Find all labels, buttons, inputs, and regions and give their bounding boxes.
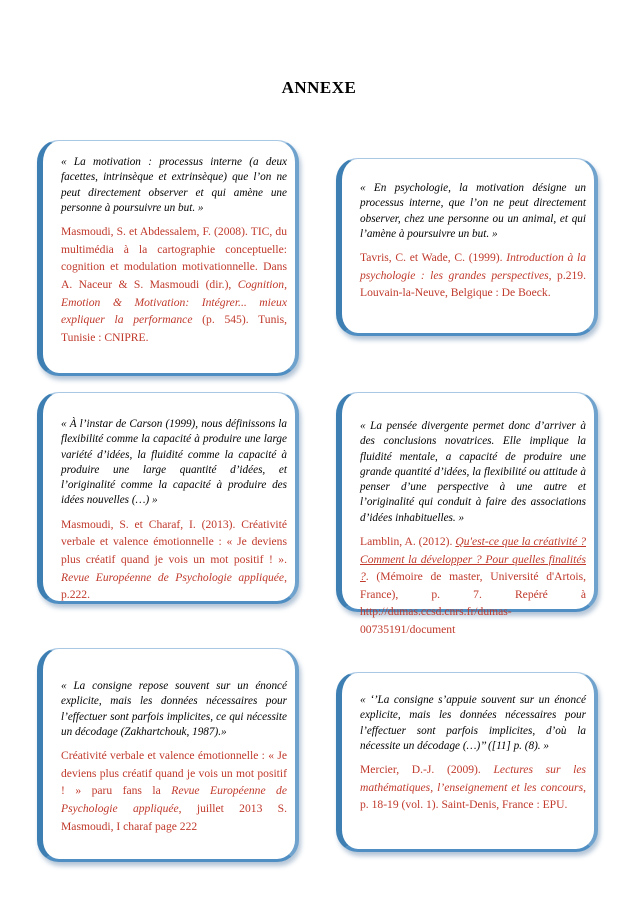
quote-text: « La consigne repose souvent sur un énoncé explicite, mais les données nécessaires pour l’effectuer sont parfois implicites, ce qui nécessite un décodage (Zakhartchouk, 1987).» [61, 680, 287, 738]
quote-card-divergent-thinking [336, 392, 598, 637]
quote-card-motivation-tavris [336, 158, 598, 336]
quote-card-flexibility [37, 392, 299, 604]
reference-text: Masmoudi, S. et Abdessalem, F. (2008). TIC, du multimédia à la cartographie conceptuelle: cognition et modulation motivationnelle. Dans A. Naceur & S. Masmoudi (dir.), Cognition, Emotion & Motivation: Intégrer... mieux expliquer la performance (p. 545). Tunis, Tunisie : CNIPRE. [61, 225, 287, 344]
reference-text: Mercier, D.-J. (2009). Lectures sur les mathématiques, l’enseignement et les concours, p. 18-19 (vol. 1). Saint-Denis, France : EPU. [360, 763, 586, 812]
quote-text: « La motivation : processus interne (a deux facettes, intrinsèque et extrinsèque) que l’on ne peut directement observer et qui amène une personne à poursuivre un but. » [61, 156, 287, 214]
quote-text: « ‘’La consigne s’appuie souvent sur un énoncé explicite, mais les données nécessaires pour l’effectuer sont parfois implicites, d’où la nécessite un décodage (…)’’ ([11] p. (8). » [360, 694, 586, 752]
page-title: ANNEXE [281, 78, 357, 97]
reference-text: Tavris, C. et Wade, C. (1999). Introduction à la psychologie : les grandes perspectives, p.219. Louvain-la-Neuve, Belgique : De Boeck. [360, 251, 587, 300]
quote-card-motivation-masmoudi [37, 140, 299, 376]
quote-card-instruction-zakhartchouk [37, 648, 299, 862]
quote-card-instruction-mercier [336, 672, 598, 852]
reference-text: Lamblin, A. (2012). Qu'est-ce que la créativité ? Comment la développer ? Pour quelles finalités ?. (Mémoire de master, Université d'Artois, France), p. 7. Repéré à http://dumas.ccsd.cnrs.fr/dumas-00735191/document [360, 535, 586, 637]
quote-text: « En psychologie, la motivation désigne un processus interne, que l’on ne peut directement observer, chez une personne ou un animal, et qui l’amène à poursuivre un but. » [360, 182, 586, 240]
reference-text: Créativité verbale et valence émotionnelle : « Je deviens plus créatif quand je vois un mot positif ! » paru fans la Revue Européenne de Psychologie appliquée, juillet 2013 S. Masmoudi, I charaf page 222 [61, 749, 287, 833]
reference-text: Masmoudi, S. et Charaf, I. (2013). Créativité verbale et valence émotionnelle : « Je deviens plus créatif quand je vois un mot positif ! ». Revue Européenne de Psychologie appliquée, p.222. [61, 517, 287, 602]
quote-text: « La pensée divergente permet donc d’arriver à des conclusions novatrices. Elle implique la fluidité mentale, a capacité de produire une grande quantité d’idées, la flexibilité ou attitude à penser d’une perspective à une autre et l’originalité qui conduit à faire des associations d’idées inhabituelles. » [360, 420, 586, 524]
quote-text: « À l’instar de Carson (1999), nous définissons la flexibilité comme la capacité à produire une large variété d’idées, la fluidité comme la capacité à produire une large quantité d’idées, et l’originalité comme la capacité à produire des idées nouvelles (…) » [61, 418, 287, 507]
